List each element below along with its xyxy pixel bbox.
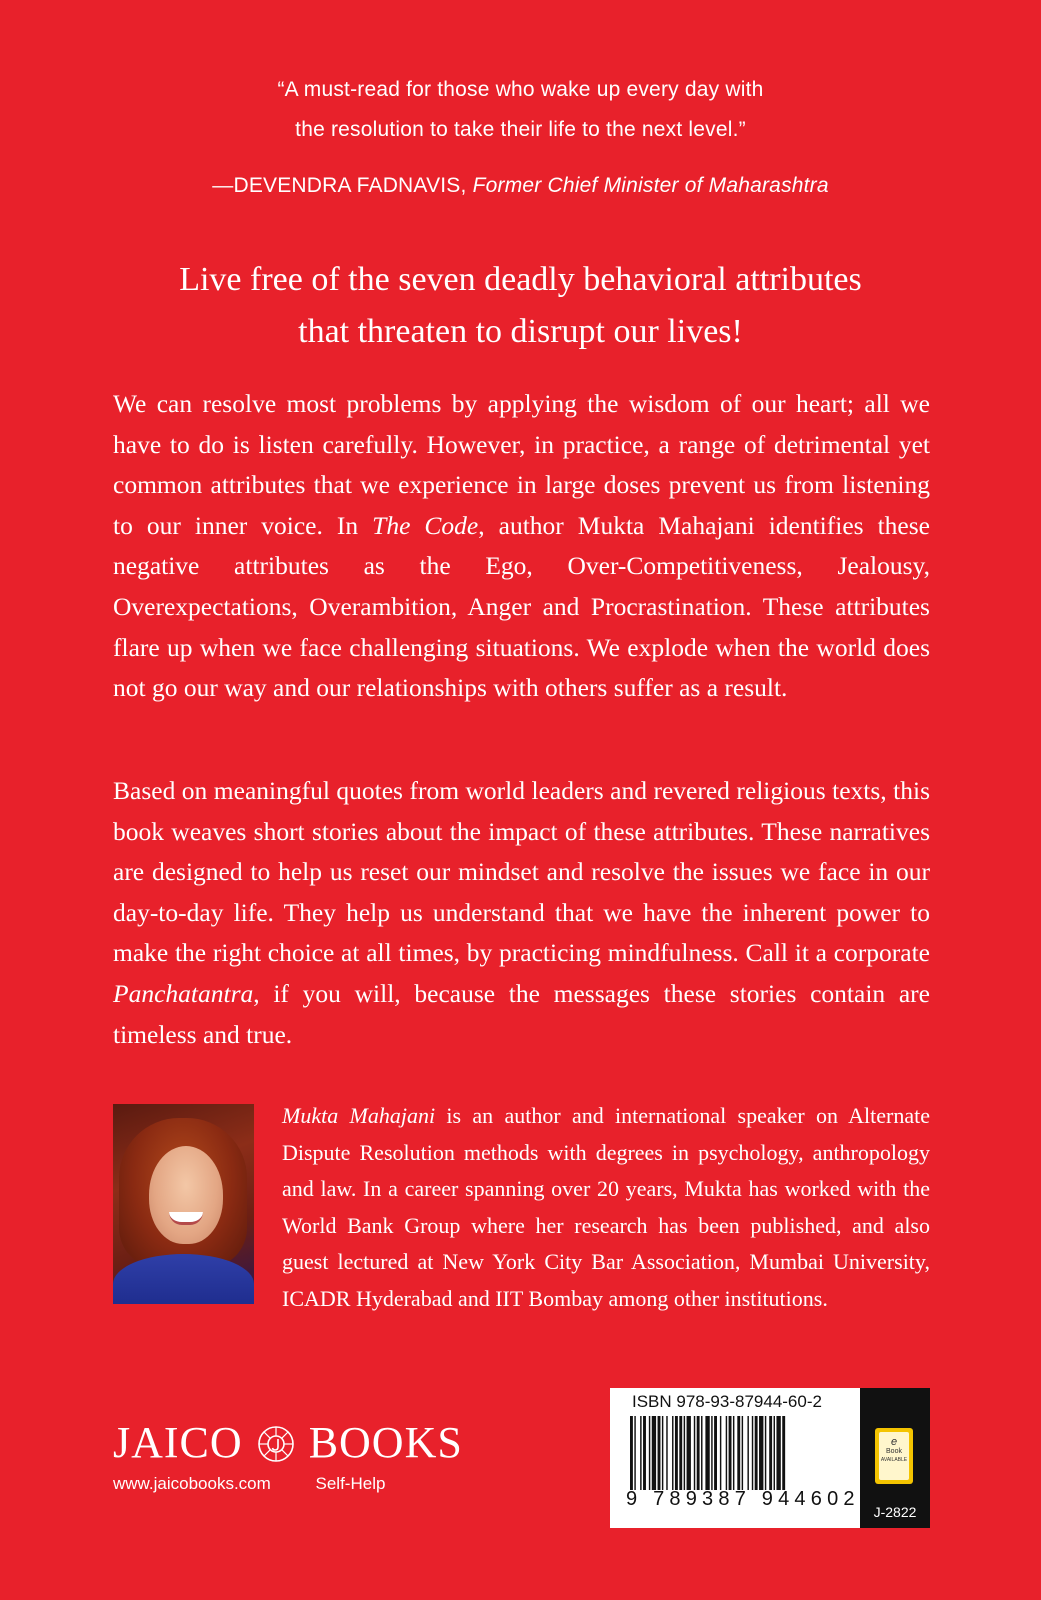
- barcode-bar: [666, 1416, 667, 1490]
- barcode-bar: [634, 1416, 635, 1490]
- sun-logo-icon: [257, 1424, 295, 1462]
- isbn-label: ISBN 978-93-87944-60-2: [632, 1392, 822, 1411]
- endorsement-quote-line-1: “A must-read for those who wake up every day with: [277, 78, 764, 101]
- barcode-side-strip: [860, 1388, 930, 1528]
- description-paragraph-2-part-b: , if you will, because the messages these stories contain are timeless and true.: [113, 978, 930, 1049]
- ebook-available-badge: [879, 1432, 909, 1480]
- headline-line-1: Live free of the seven deadly behavioral attributes: [179, 261, 862, 298]
- barcode-bar: [705, 1416, 709, 1490]
- endorsement: [0, 70, 1041, 206]
- endorsement-quote-line-2: the resolution to take their life to the next level.”: [295, 118, 746, 141]
- barcode-bar: [679, 1416, 682, 1490]
- publisher-name-left: JAICO: [113, 1418, 243, 1467]
- barcode-bar: [672, 1416, 673, 1490]
- barcode-bar: [755, 1416, 758, 1490]
- barcode-bar: [733, 1416, 734, 1490]
- barcode-bar: [776, 1416, 780, 1490]
- publisher-website: www.jaicobooks.com: [113, 1474, 271, 1493]
- barcode-bar: [747, 1416, 748, 1490]
- barcode-bar: [765, 1416, 766, 1490]
- barcode-bar: [782, 1416, 785, 1490]
- author-name: Mukta Mahajani: [282, 1103, 436, 1128]
- barcode-bar: [684, 1416, 685, 1490]
- barcode-bar: [742, 1416, 743, 1490]
- book-title-reference: The Code: [372, 510, 479, 540]
- barcode-bars: [630, 1416, 848, 1490]
- barcode-bar: [687, 1416, 691, 1490]
- description-paragraph-2-part-a: Based on meaningful quotes from world leaders and revered religious texts, this book weaves short stories about the impact of these attributes. These narratives are designed to help us reset our mindset and resolve the issues we face in our day-to-day life. They help us understand that we have the inherent power to make the right choice at all times, by practicing mindfulness. Call it a corporate: [113, 776, 930, 968]
- barcode-bar: [720, 1416, 721, 1490]
- barcode-bar: [658, 1416, 661, 1490]
- barcode-bar: [630, 1416, 633, 1490]
- ebook-badge-book: Book: [886, 1448, 902, 1455]
- barcode-bar: [643, 1416, 646, 1490]
- isbn-barcode-panel: [610, 1388, 930, 1528]
- author-bio-text: is an author and international speaker on Alternate Dispute Resolution methods with degrees in psychology, anthropology and law. In a career spanning over 20 years, Mukta has worked with the World Bank Group where her research has been published, and also guest lectured at New York City Bar Association, Mumbai University, ICADR Hyderabad and IIT Bombay among other institutions.: [282, 1103, 930, 1311]
- barcode-bar: [737, 1416, 740, 1490]
- publisher-logo: [113, 1418, 463, 1468]
- barcode-bar: [649, 1416, 650, 1490]
- description-paragraph-2: [113, 771, 930, 1055]
- barcode-bar: [697, 1416, 700, 1490]
- headline: [0, 254, 1041, 358]
- barcode-bar: [694, 1416, 695, 1490]
- endorsement-attribution: [0, 166, 1041, 206]
- bio-photo-spacer: [113, 1098, 282, 1318]
- description-paragraph-1-part-b: , author Mukta Mahajani identifies these negative attributes as the Ego, Over-Competitiveness, Jealousy, Overexpectations, Overambition, Anger and Procrastination. These attributes flare up when we face challenging situations. We explode when the world does not go our way and our relationships with others suffer as a result.: [113, 510, 930, 703]
- description-paragraph-1-part-a: We can resolve most problems by applying the wisdom of our heart; all we have to do is listen carefully. However, in practice, a range of detrimental yet common attributes that we experience in large doses prevent us from listening to our inner voice. In: [113, 389, 930, 540]
- barcode-bar: [726, 1416, 727, 1490]
- headline-line-2: that threaten to disrupt our lives!: [298, 313, 743, 350]
- ebook-badge-e: e: [890, 1436, 898, 1448]
- barcode-digits: 9 789387 944602: [626, 1488, 860, 1510]
- barcode-bar: [729, 1416, 732, 1490]
- publisher-info: [113, 1474, 385, 1494]
- barcode-bar: [640, 1416, 641, 1490]
- barcode-bar: [769, 1416, 772, 1490]
- barcode-bar: [662, 1416, 663, 1490]
- barcode-bar: [759, 1416, 763, 1490]
- barcode-bar: [714, 1416, 717, 1490]
- description-paragraph-1: [113, 384, 930, 709]
- author-bio: [113, 1098, 930, 1318]
- barcode-bar: [774, 1416, 775, 1490]
- ebook-available-icon: [875, 1428, 913, 1484]
- barcode-bar: [711, 1416, 712, 1490]
- barcode-bar: [652, 1416, 656, 1490]
- publisher-name-right: BOOKS: [308, 1418, 463, 1467]
- endorsement-author-role: Former Chief Minister of Maharashtra: [472, 174, 829, 197]
- barcode-bar: [701, 1416, 702, 1490]
- endorsement-author: —DEVENDRA FADNAVIS,: [212, 174, 467, 197]
- book-genre: Self-Help: [315, 1474, 386, 1493]
- book-code: J-2822: [873, 1504, 917, 1520]
- barcode-bar: [752, 1416, 753, 1490]
- ebook-badge-available: AVAILABLE: [880, 1457, 908, 1463]
- panchatantra-reference: Panchatantra: [113, 978, 254, 1008]
- barcode-bar: [675, 1416, 678, 1490]
